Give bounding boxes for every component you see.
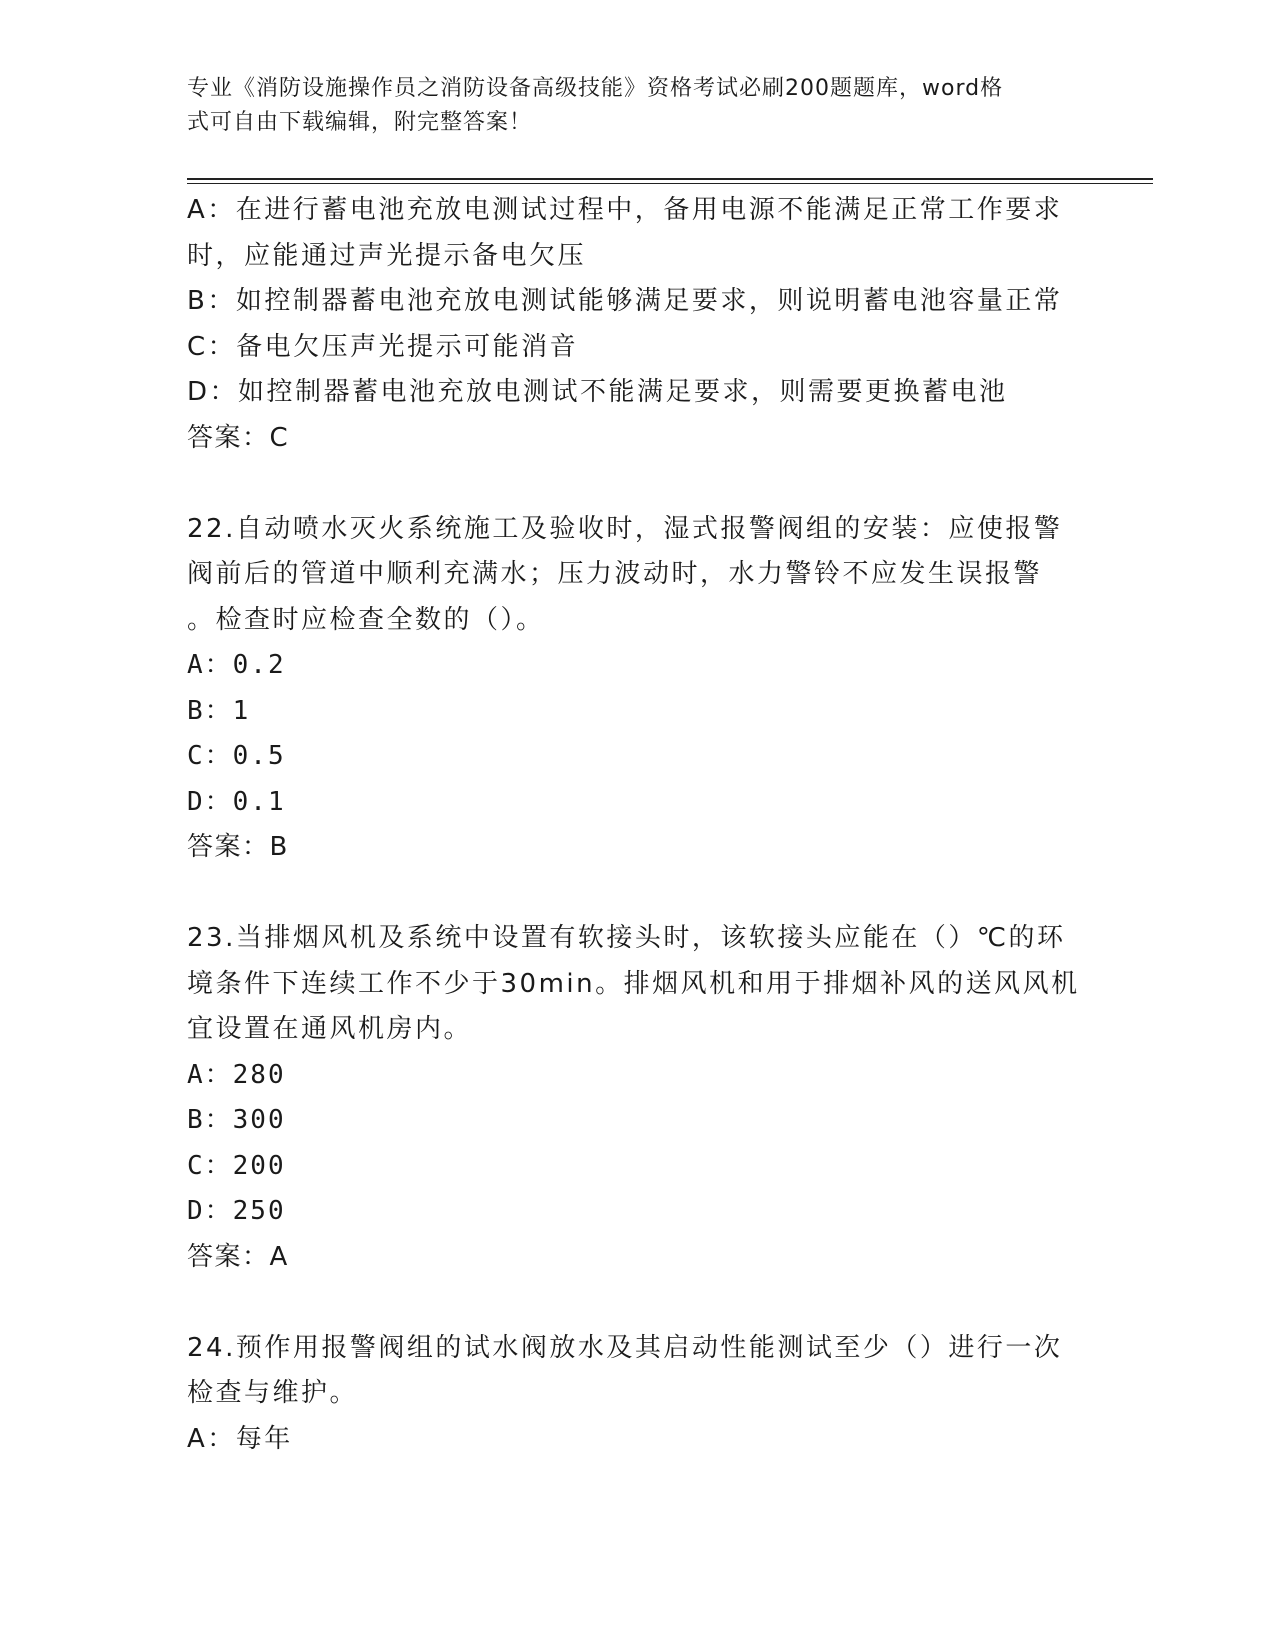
spacer [187, 1280, 1087, 1326]
question-23 [187, 916, 1087, 1280]
option-c: C：200 [187, 1150, 286, 1181]
option-a: A：每年 [187, 1423, 293, 1454]
spacer [187, 461, 1087, 507]
header-line-2: 式可自由下载编辑，附完整答案！ [187, 110, 533, 135]
option-a-line-2: 时，应能通过声光提示备电欠压 [187, 240, 587, 271]
option-b: B：如控制器蓄电池充放电测试能够满足要求，则说明蓄电池容量正常 [187, 286, 1063, 316]
question-text-line: 。检查时应检查全数的（）。 [187, 604, 545, 635]
header-divider [187, 178, 1153, 180]
answer: 答案：C [187, 422, 290, 453]
question-22 [187, 507, 1087, 871]
question-text-line: 23.当排烟风机及系统中设置有软接头时，该软接头应能在（）℃的环 [187, 923, 1066, 953]
question-text-line: 境条件下连续工作不少于30min。排烟风机和用于排烟补风的送风风机 [187, 968, 1080, 999]
question-text-line: 检查与维护。 [187, 1378, 359, 1408]
option-c: C：备电欠压声光提示可能消音 [187, 331, 579, 362]
option-b: B：300 [187, 1105, 286, 1135]
question-text-line: 22.自动喷水灭火系统施工及验收时，湿式报警阀组的安装：应使报警 [187, 513, 1063, 544]
answer: 答案：B [187, 832, 289, 862]
question-24 [187, 1326, 1087, 1463]
option-a: A：280 [187, 1059, 286, 1090]
question-text-line: 24.预作用报警阀组的试水阀放水及其启动性能测试至少（）进行一次 [187, 1332, 1063, 1363]
prev-question [187, 188, 1087, 461]
question-content [187, 188, 1087, 1462]
option-d: D：250 [187, 1196, 286, 1226]
header-line-1: 专业《消防设施操作员之消防设备高级技能》资格考试必刷200题题库，word格 [187, 76, 1004, 101]
answer: 答案：A [187, 1241, 289, 1272]
question-text-line: 宜设置在通风机房内。 [187, 1014, 473, 1044]
option-a-line-1: A：在进行蓄电池充放电测试过程中，备用电源不能满足正常工作要求 [187, 195, 1063, 225]
option-c: C：0.5 [187, 741, 286, 771]
option-a: A：0.2 [187, 650, 286, 680]
spacer [187, 871, 1087, 917]
document-header [187, 72, 1067, 140]
option-d: D：如控制器蓄电池充放电测试不能满足要求，则需要更换蓄电池 [187, 377, 1008, 407]
option-b: B：1 [187, 695, 251, 726]
question-text-line: 阀前后的管道中顺利充满水；压力波动时，水力警铃不应发生误报警 [187, 559, 1043, 589]
option-d: D：0.1 [187, 786, 286, 817]
